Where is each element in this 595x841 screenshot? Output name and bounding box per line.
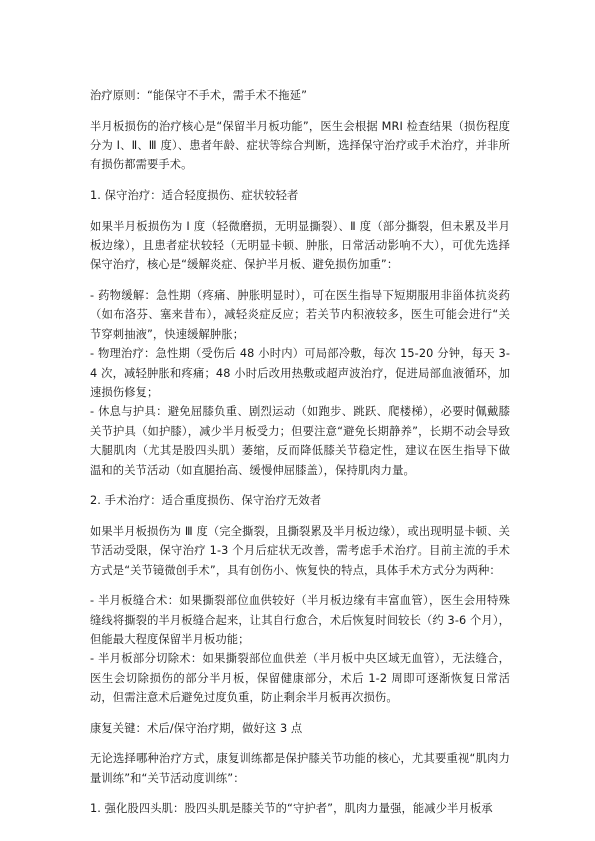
intro-paragraph: 半月板损伤的治疗核心是“保留半月板功能”，医生会根据 MRI 检查结果（损伤程度分为 Ⅰ、Ⅱ、Ⅲ 度）、患者年龄、症状等综合判断，选择保守治疗或手术治疗，并非所有损伤都需要手术。 <box>90 119 510 172</box>
list-item-quadriceps: 1. 强化股四头肌：股四头肌是膝关节的“守护者”，肌肉力量强，能减少半月板承 <box>90 802 493 816</box>
list-item-partial-meniscectomy: - 半月板部分切除术：如果撕裂部位血供差（半月板中央区域无血管），无法缝合，医生会切除损伤的部分半月板，保留健康部分，术后 1-2 周即可逐渐恢复日常活动，但需注意术后避免过度负重，防止剩余半月板再次损伤。 <box>90 652 510 705</box>
list-item-medication: - 药物缓解：急性期（疼痛、肿胀明显时），可在医生指导下短期服用非甾体抗炎药（如布洛芬、塞来昔布），减轻炎症反应；若关节内积液较多，医生可能会进行“关节穿刺抽液”，快速缓解肿胀； <box>90 289 510 341</box>
list-item-rest-and-brace: - 休息与护具：避免屈膝负重、剧烈运动（如跑步、跳跃、爬楼梯），必要时佩戴膝关节护具（如护膝），减少半月板受力；但要注意“避免长期静养”，长期不动会导致大腿肌肉（尤其是股四头肌）萎缩，反而降低膝关节稳定性，建议在医生指导下做温和的关节活动（如直腿抬高、缓慢伸屈膝盖），保持肌肉力量。 <box>90 405 510 477</box>
rehabilitation-heading: 康复关键：术后/保守治疗期，做好这 3 点 <box>90 721 303 735</box>
conservative-treatment-heading: 1. 保守治疗：适合轻度损伤、症状较轻者 <box>90 189 299 202</box>
surgical-treatment-heading: 2. 手术治疗：适合重度损伤、保守治疗无效者 <box>90 494 322 508</box>
document-body <box>90 86 510 819</box>
treatment-principle-heading: 治疗原则：“能保守不手术，需手术不拖延” <box>90 89 308 102</box>
list-item-physical-therapy: - 物理治疗：急性期（受伤后 48 小时内）可局部冷敷，每次 15-20 分钟，每天 3-4 次，减轻肿胀和疼痛；48 小时后改用热敷或超声波治疗，促进局部血液循环，加速损伤修复； <box>90 347 510 400</box>
conservative-treatment-paragraph: 如果半月板损伤为 Ⅰ 度（轻微磨损，无明显撕裂）、Ⅱ 度（部分撕裂，但未累及半月板边缘），且患者症状较轻（无明显卡顿、肿胀，日常活动影响不大），可优先选择保守治疗，核心是“缓解炎症、保护半月板、避免损伤加重”： <box>90 219 510 272</box>
rehabilitation-paragraph: 无论选择哪种治疗方式，康复训练都是保护膝关节功能的核心，尤其要重视“肌肉力量训练”和“关节活动度训练”： <box>90 752 510 785</box>
surgical-treatment-paragraph: 如果半月板损伤为 Ⅲ 度（完全撕裂，且撕裂累及半月板边缘），或出现明显卡顿、关节活动受限，保守治疗 1-3 个月后症状无改善，需考虑手术治疗。目前主流的手术方式是“关节镜微创手术”，具有创伤小、恢复快的特点，具体手术方式分为两种： <box>90 524 510 577</box>
list-item-meniscus-suture: - 半月板缝合术：如果撕裂部位血供较好（半月板边缘有丰富血管），医生会用特殊缝线将撕裂的半月板缝合起来，让其自行愈合，术后恢复时间较长（约 3-6 个月），但能最大程度保留半月板功能； <box>90 594 510 647</box>
